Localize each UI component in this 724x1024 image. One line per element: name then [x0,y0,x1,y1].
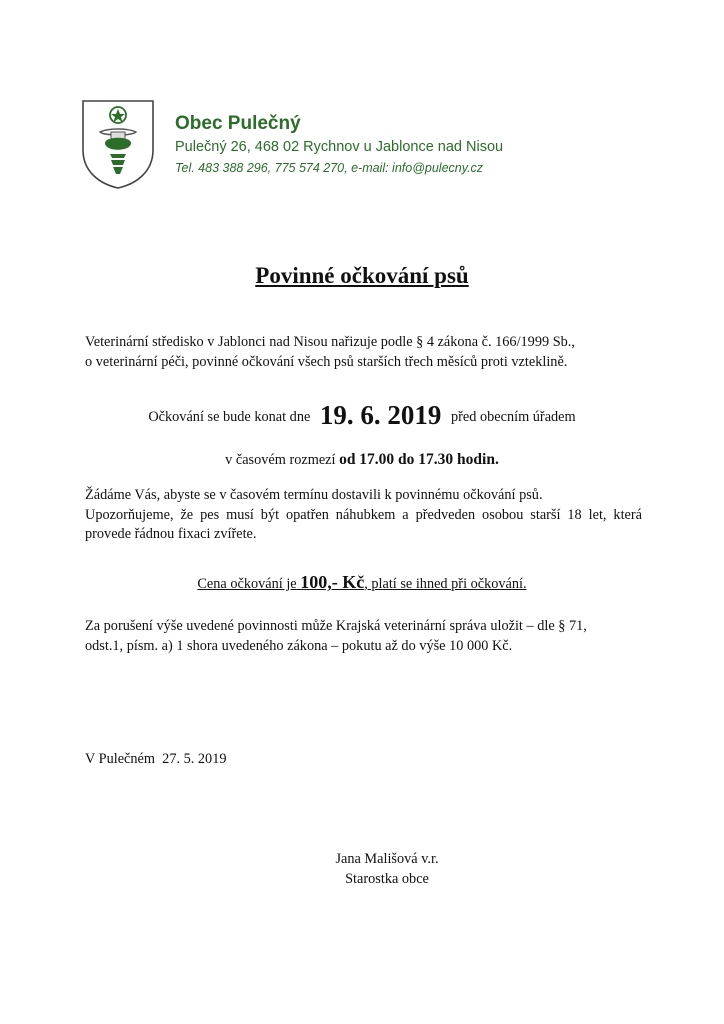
signature-block [312,850,462,889]
date-suffix: před obecním úřadem [451,409,576,425]
org-name: Obec Pulečný [175,113,301,134]
intro-line-1: Veterinární středisko v Jablonci nad Nisou nařizuje podle § 4 zákona č. 166/1999 Sb., [85,334,575,350]
penalty-line-2: odst.1, písm. a) 1 shora uvedeného zákona – pokutu až do výše 10 000 Kč. [85,637,513,654]
vaccination-time: od 17.00 do 17.30 hodin. [339,451,499,468]
vaccination-date-line [0,400,724,430]
vaccination-date: 19. 6. 2019 [319,400,442,430]
vaccination-time-line [0,450,724,471]
time-prefix: v časovém rozmezí [225,452,336,468]
date-prefix: Očkování se bude konat dne [148,409,311,425]
request-line-2: Upozorňujeme, že pes musí být opatřen náhubkem a předveden osobou starší 18 let, která [85,506,642,523]
request-line-3: provede řádnou fixaci zvířete. [85,526,257,542]
price-line [0,573,724,595]
price-suffix: , platí se ihned při očkování. [364,576,527,592]
crest-icon [80,98,156,190]
request-line-1: Žádáme Vás, abyste se v časovém termínu dostavili k povinnému očkování psů. [85,487,543,503]
title-text: Povinné očkování psů [255,263,469,288]
penalty-paragraph [85,617,645,656]
org-address: Pulečný 26, 468 02 Rychnov u Jablonce nad Nisou [175,139,504,155]
intro-paragraph [85,333,645,372]
price-amount: 100,- Kč [300,572,365,592]
request-paragraph [85,486,642,545]
org-contact: Tel. 483 388 296, 775 574 270, e-mail: info@pulecny.cz [175,161,484,175]
place-date: V Pulečném 27. 5. 2019 [85,751,227,767]
penalty-line-1: Za porušení výše uvedené povinnosti může Krajská veterinární správa uložit – dle § 71, [85,618,587,634]
price-prefix: Cena očkování je [197,576,297,592]
signer-role: Starostka obce [345,870,429,887]
intro-line-2: o veterinární péči, povinné očkování všech psů starších třech měsíců proti vzteklině. [85,353,568,370]
page-title [0,263,724,289]
signer-name: Jana Mališová v.r. [335,851,439,867]
